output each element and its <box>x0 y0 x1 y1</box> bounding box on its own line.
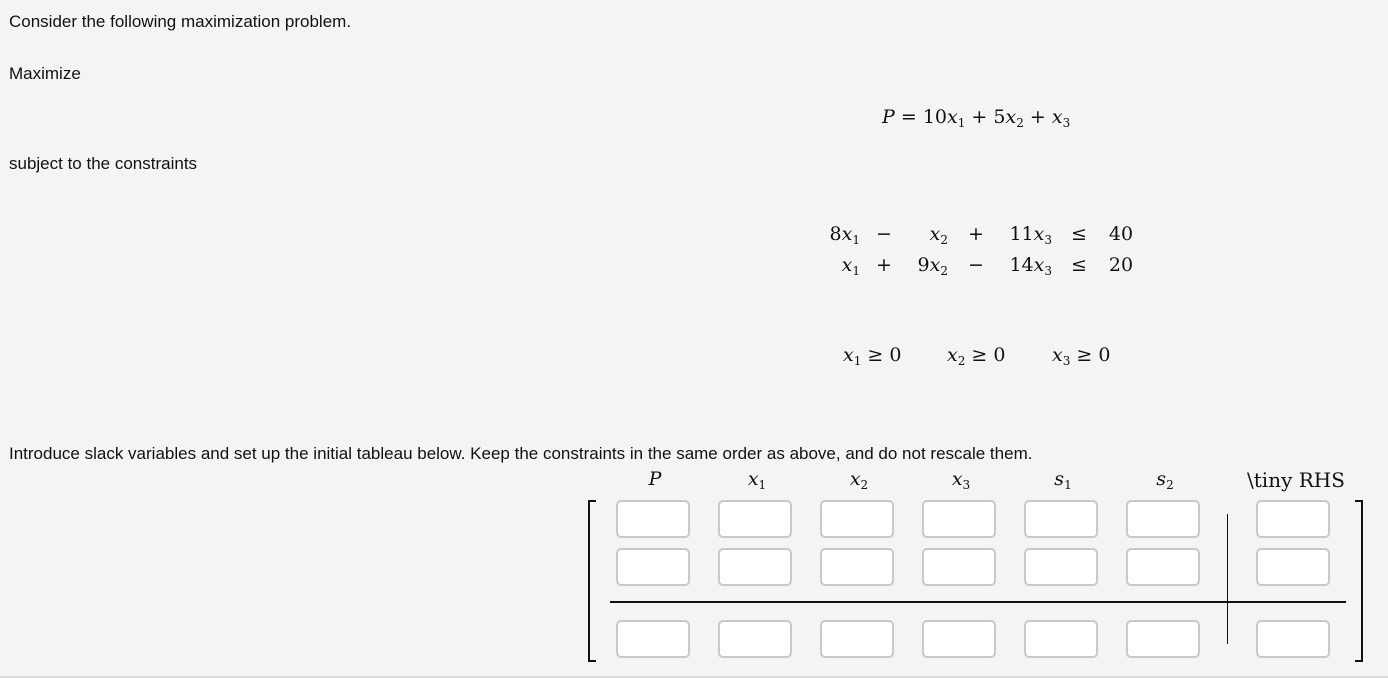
objective-var3: x <box>1051 106 1063 128</box>
constraint-term-x2: $x_2$ <box>929 223 948 247</box>
objective-var1: x <box>947 106 958 128</box>
constraint-term-x2: $9x_2$ <box>917 254 948 278</box>
tableau-input-r1-x3[interactable] <box>922 500 996 538</box>
rhs-column-separator <box>1227 514 1228 644</box>
objective-sub1: 1 <box>957 116 966 130</box>
objective-lhs: P <box>882 106 895 128</box>
objective-eq: = <box>900 106 917 128</box>
tableau-input-r1-x2[interactable] <box>820 500 894 538</box>
objective-var2: x <box>1005 106 1017 128</box>
tableau-header-x2: $x_2$ <box>849 468 869 492</box>
objective-function <box>882 106 1070 128</box>
matrix-left-bracket <box>588 500 596 662</box>
tableau-header-p: P <box>648 468 662 490</box>
nonneg-x2: $x_2 \ge 0$ <box>947 344 1006 368</box>
constraint-op: − <box>968 254 984 276</box>
constraint-op: + <box>876 254 892 276</box>
constraint-relation: ≤ <box>1071 254 1087 276</box>
tableau-input-r2-s2[interactable] <box>1126 548 1200 586</box>
tableau-header-rhs: \tiny RHS <box>1247 468 1345 492</box>
constraint-rhs: 40 <box>1108 223 1134 245</box>
tableau-input-r2-x1[interactable] <box>718 548 792 586</box>
constraint-rhs: 20 <box>1108 254 1134 276</box>
tableau-input-r2-s1[interactable] <box>1024 548 1098 586</box>
constraint-system <box>0 223 1388 283</box>
tableau-input-r3-s1[interactable] <box>1024 620 1098 658</box>
constraint-term-x1: $8x_1$ <box>829 223 860 247</box>
nonneg-x1: $x_1 \ge 0$ <box>843 344 902 368</box>
nonneg-x3: $x_3 \ge 0$ <box>1052 344 1111 368</box>
constraint-term-x3: $14x_3$ <box>1009 254 1052 278</box>
tableau-header-s2: $s_2$ <box>1156 468 1174 492</box>
tableau-input-r3-x3[interactable] <box>922 620 996 658</box>
tableau-input-r3-p[interactable] <box>616 620 690 658</box>
matrix-right-bracket <box>1355 500 1363 662</box>
intro-text: Consider the following maximization problem. <box>9 12 352 31</box>
objective-op2: + <box>1029 106 1046 128</box>
objective-coef1: 10 <box>922 106 947 128</box>
tableau-header-x1: $x_1$ <box>747 468 767 492</box>
objective-sub2: 2 <box>1016 116 1024 130</box>
constraint-op: + <box>968 223 984 245</box>
tableau-input-r1-p[interactable] <box>616 500 690 538</box>
tableau-input-r3-s2[interactable] <box>1126 620 1200 658</box>
instruction-text: Introduce slack variables and set up the initial tableau below. Keep the constraints in the same order as above, and do not rescale them. <box>9 444 1033 463</box>
tableau-input-r3-x1[interactable] <box>718 620 792 658</box>
tableau-input-r2-p[interactable] <box>616 548 690 586</box>
tableau-input-r1-s1[interactable] <box>1024 500 1098 538</box>
constraint-term-x3: $11x_3$ <box>1009 223 1052 247</box>
tableau-input-r3-rhs[interactable] <box>1256 620 1330 658</box>
objective-coef2: 5 <box>993 106 1006 128</box>
objective-row-separator <box>610 601 1346 603</box>
tableau-header-s1: $s_1$ <box>1054 468 1072 492</box>
objective-sub3: 3 <box>1062 116 1071 130</box>
tableau-input-r2-x2[interactable] <box>820 548 894 586</box>
objective-op1: + <box>971 106 988 128</box>
constraint-relation: ≤ <box>1071 223 1087 245</box>
tableau-input-r1-x1[interactable] <box>718 500 792 538</box>
tableau-input-r1-rhs[interactable] <box>1256 500 1330 538</box>
tableau-header-x3: $x_3$ <box>951 468 971 492</box>
tableau-input-r2-rhs[interactable] <box>1256 548 1330 586</box>
tableau-input-r1-s2[interactable] <box>1126 500 1200 538</box>
constraint-term-x1: $x_1$ <box>841 254 860 278</box>
maximize-label: Maximize <box>9 64 81 83</box>
tableau-input-r2-x3[interactable] <box>922 548 996 586</box>
constraints-label: subject to the constraints <box>9 154 198 173</box>
constraint-op: − <box>876 223 892 245</box>
tableau-input-r3-x2[interactable] <box>820 620 894 658</box>
